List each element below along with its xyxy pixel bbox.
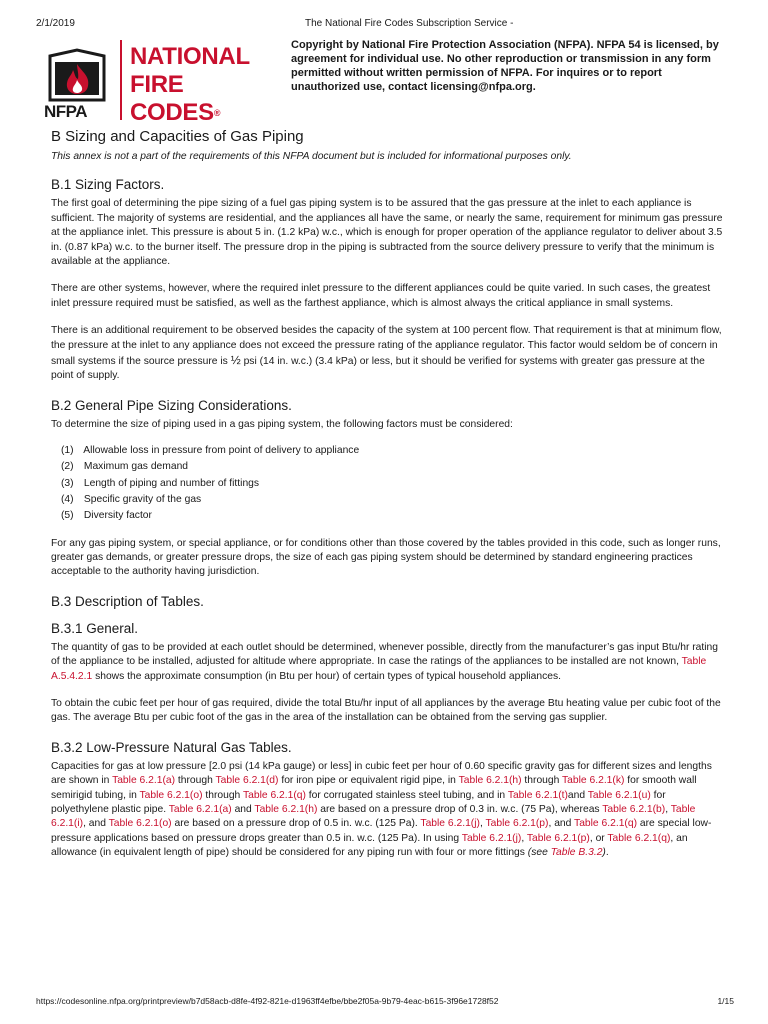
nfpa-flame-mark-icon [48, 48, 106, 108]
footer-page-number: 1/15 [717, 996, 734, 1006]
b1-paragraph-1: The first goal of determining the pipe sizing of a fuel gas piping system is to be assured that the gas pressure at the inlet to each appliance is sufficient. The majority of systems are residential, and the appliances all have the same, or nearly the same, requirement for minimum gas pressure at the appliance inlet. This pressure is about 5 in. (1.2 kPa) w.c., which is enough for proper operation of the appliance regulator to deliver about 3.5 in. (0.87 kPa) w.c. to the burner itself. The pressure drop in the piping is subtracted from the source delivery pressure to verify that the minimum is available at the appliance. [51, 198, 723, 268]
logo-line-1: NATIONAL [130, 43, 250, 70]
table-link[interactable]: Table 6.2.1(p) [485, 818, 549, 830]
table-b32-link[interactable]: Table B.3.2 [550, 847, 603, 859]
table-link[interactable]: Table 6.2.1(j) [461, 832, 522, 844]
list-item: (1) Allowable loss in pressure from point of delivery to appliance [61, 445, 360, 457]
section-b2-heading: B.2 General Pipe Sizing Considerations. [51, 397, 292, 413]
section-b1-heading: B.1 Sizing Factors. [51, 177, 165, 193]
table-link[interactable]: Table 6.2.1(o) [108, 818, 172, 830]
table-link[interactable]: Table 6.2.1(q) [574, 818, 638, 830]
table-link[interactable]: Table 6.2.1(p) [526, 832, 590, 844]
table-link[interactable]: Table 6.2.1(a) [112, 775, 176, 787]
table-link[interactable]: Table 6.2.1(t) [507, 789, 568, 801]
table-link[interactable]: Table 6.2.1(j) [420, 818, 480, 830]
fraction-one-half: ½ [230, 353, 241, 368]
see-reference: (see Table B.3.2) [527, 847, 606, 859]
b2-intro: To determine the size of piping used in a gas piping system, the following factors must be considered: [51, 418, 513, 430]
table-a5421-link[interactable]: Table A.5.4.2.1 [51, 656, 707, 682]
list-item: (4) Specific gravity of the gas [61, 493, 202, 505]
b1-paragraph-2: There are other systems, however, where the required inlet pressure to the different appliances could be quite varied. In such cases, the greatest inlet pressure required must be satisfied, as well as the farthest appliance, which is almost always the critical appliance in small systems. [51, 283, 711, 309]
table-link[interactable]: Table 6.2.1(k) [562, 775, 625, 787]
list-item: (2) Maximum gas demand [61, 461, 189, 473]
b32-paragraph: Capacities for gas at low pressure [2.0 psi (14 kPa gauge) or less] in cubic feet per hour of 0.60 specific gravity gas for different sizes and lengths are shown in Table 6.2.1(a) through Table 6.2.1(d) for iron pipe or equivalent rigid pipe, in Table 6.2.1(h) through Table 6.2.1(k) for smooth wall semirigid tubing, in Table 6.2.1(o) through Table 6.2.1(q) for corrugated stainless steel tubing, and in Table 6.2.1(t)and Table 6.2.1(u) for polyethylene plastic pipe. Table 6.2.1(a) and Table 6.2.1(h) are based on a pressure drop of 0.3 in. w.c. (75 Pa), whereas Table 6.2.1(b), Table 6.2.1(i), and Table 6.2.1(o) are based on a pressure drop of 0.5 in. w.c. (125 Pa). Table 6.2.1(j), Table 6.2.1(p), and Table 6.2.1(q) are special low-pressure applications based on pressure drops greater than 0.5 in. w.c. (125 Pa). In using Table 6.2.1(j), Table 6.2.1(p), or Table 6.2.1(q), an allowance (in equivalent length of pipe) should be considered for any piping run with four or more fittings (see Table B.3.2). [51, 760, 712, 859]
table-link[interactable]: Table 6.2.1(h) [254, 803, 318, 815]
table-link[interactable]: Table 6.2.1(u) [587, 789, 651, 801]
b1-paragraph-3: There is an additional requirement to be observed besides the capacity of the system at 100 percent flow. That requirement is that at minimum flow, the pressure at the inlet to any appliance does not exceed the pressure rating of the appliance regulator. This factor would seldom be of concern in small systems if the source pressure is ½ psi (14 in. w.c.) (3.4 kPa) or less, but it should be verified for systems with greater gas pressure at the point of supply. [51, 325, 722, 382]
table-link[interactable]: Table 6.2.1(o) [139, 789, 203, 801]
logo-line-2: FIRE CODES® [130, 71, 221, 126]
table-link[interactable]: Table 6.2.1(a) [168, 803, 232, 815]
table-link[interactable]: Table 6.2.1(q) [607, 832, 671, 844]
annex-note: This annex is not a part of the requirements of this NFPA document but is included for informational purposes only. [51, 151, 572, 162]
b31-paragraph-1: The quantity of gas to be provided at each outlet should be determined, whenever possible, directly from the manufacturer’s gas input Btu/hr rating of the appliance to be installed, adjusted for altitude where appropriate. In case the ratings of the appliances to be installed are not known, Table A.5.4.2.1 shows the approximate consumption (in Btu per hour) of certain types of typical household appliances. [51, 641, 719, 682]
table-link[interactable]: Table 6.2.1(h) [458, 775, 522, 787]
b2-paragraph-after: For any gas piping system, or special appliance, or for conditions other than those covered by the tables provided in this code, such as longer runs, greater gas demands, or greater pressure drops, the size of each gas piping system should be determined by standard engineering practices acceptable to the authority having jurisdiction. [51, 537, 721, 578]
list-item: (5) Diversity factor [61, 510, 152, 522]
copyright-notice: Copyright by National Fire Protection Association (NFPA). NFPA 54 is licensed, by agreement for individual use. No other reproduction or transmission in any form permitted without written permission of NFPA. For inquires or to report unauthorized use, contact licensing@nfpa.org. [291, 39, 719, 93]
b31-paragraph-2: To obtain the cubic feet per hour of gas required, divide the total Btu/hr input of all appliances by the average Btu heating value per cubic foot of the gas. The average Btu per cubic foot of the gas in the area of the installation can be obtained from the serving gas supplier. [51, 697, 721, 724]
table-link[interactable]: Table 6.2.1(d) [215, 775, 279, 787]
footer-url: https://codesonline.nfpa.org/printpreview/b7d58acb-d8fe-4f92-821e-d1963ff4efbe/bbe2f05a-9b79-4eac-b615-3f96e1728f52 [36, 996, 499, 1006]
list-item: (3) Length of piping and number of fittings [61, 477, 260, 489]
logo-divider [120, 40, 122, 120]
registered-mark: ® [213, 108, 221, 118]
logo-wordmark [130, 43, 280, 127]
document-body [51, 128, 723, 874]
section-b32-heading: B.3.2 Low-Pressure Natural Gas Tables. [51, 739, 292, 755]
section-b31-heading: B.3.1 General. [51, 620, 139, 636]
factor-list [61, 444, 723, 523]
header-date: 2/1/2019 [36, 18, 75, 29]
logo-nfpa-text: NFPA [44, 102, 88, 121]
nfpa-logo [40, 40, 280, 126]
section-b3-heading: B.3 Description of Tables. [51, 593, 204, 609]
table-link[interactable]: Table 6.2.1(q) [242, 789, 306, 801]
table-link[interactable]: Table 6.2.1(b) [602, 803, 666, 815]
annex-title: B Sizing and Capacities of Gas Piping [51, 128, 304, 145]
header-title: The National Fire Codes Subscription Service - [305, 18, 514, 29]
table-link[interactable]: Table 6.2.1(i) [51, 803, 696, 830]
